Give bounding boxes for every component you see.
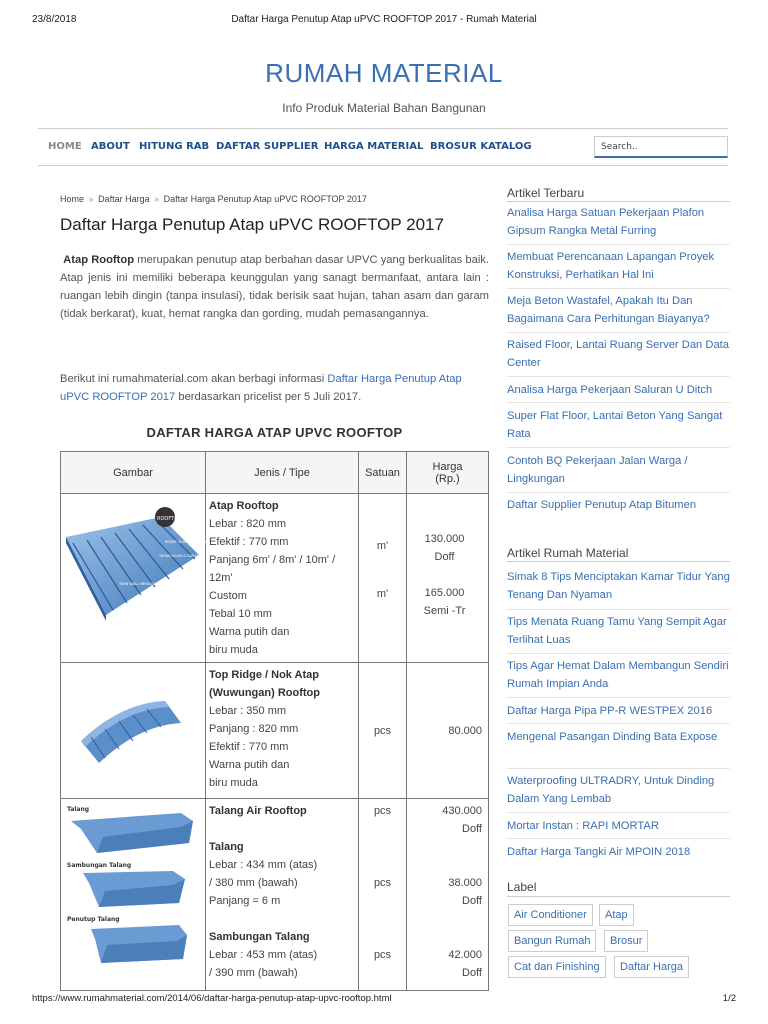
row3-note: Doff: [462, 895, 482, 907]
row3-price: 38.000: [448, 877, 482, 889]
print-footer: [32, 993, 736, 1004]
breadcrumb-separator: »: [154, 194, 160, 204]
row1-line: Lebar : 820 mm: [209, 518, 287, 530]
articles-heading: Artikel Rumah Material: [507, 546, 629, 560]
badge-text: ROOFTOP: [157, 515, 182, 522]
header-satuan: Satuan: [359, 452, 407, 494]
row2-line: Warna putih dan: [209, 759, 290, 771]
row2-satuan: pcs: [359, 663, 407, 799]
row3-note: Doff: [462, 967, 482, 979]
article-link[interactable]: Tips Menata Ruang Tamu Yang Sempit Agar Terlihat Luas: [507, 616, 727, 646]
table-header-row: [61, 452, 489, 494]
article-link[interactable]: Tips Agar Hemat Dalam Membangun Sendiri Rumah Impian Anda: [507, 660, 729, 690]
row2-harga: 80.000: [407, 663, 489, 799]
row1-price1-note: Doff: [434, 551, 455, 563]
article-link[interactable]: Waterproofing ULTRADRY, Untuk Dinding Dalam Yang Lembab: [507, 775, 715, 805]
row3-note: Doff: [462, 823, 482, 835]
header-harga-label: Harga: [432, 460, 463, 473]
row1-price2-note: Semi -Tr: [423, 605, 466, 617]
nav-item-home[interactable]: HOME: [48, 141, 82, 152]
breadcrumb-home[interactable]: Home: [60, 194, 85, 204]
label-tag[interactable]: Bangun Rumah: [508, 930, 596, 952]
row2-line: Efektif : 770 mm: [209, 741, 289, 753]
talang-image: [61, 799, 204, 987]
print-date: 23/8/2018: [32, 14, 77, 25]
divider: [507, 492, 730, 493]
row1-price1: 130.000: [424, 533, 465, 545]
row3-line: Panjang = 6 m: [209, 895, 281, 907]
row3-sub2: Sambungan Talang: [209, 931, 310, 943]
divider: [507, 402, 730, 403]
row3-jenis: [206, 799, 359, 991]
row3-image-cell: [61, 799, 206, 991]
table-row: [61, 799, 489, 991]
site-tagline: Info Produk Material Bahan Bangunan: [282, 101, 486, 115]
row3-unit: pcs: [373, 877, 392, 889]
divider: [507, 244, 730, 245]
row2-image-cell: [61, 663, 206, 799]
nav-item-brosur-katalog[interactable]: BROSUR KATALOG: [430, 141, 532, 152]
row1-line: Warna putih dan: [209, 626, 290, 638]
recent-article-link[interactable]: Membuat Perencanaan Lapangan Proyek Konstruksi, Perhatikan Hal Ini: [507, 251, 715, 281]
print-page-number: 1/2: [722, 993, 736, 1004]
divider: [507, 332, 730, 333]
label-tag[interactable]: Atap: [599, 904, 634, 926]
recent-article-link[interactable]: Daftar Supplier Penutup Atap Bitumen: [507, 499, 697, 511]
recent-heading: Artikel Terbaru: [507, 186, 585, 200]
main-navbar: [38, 128, 728, 166]
article-link[interactable]: Mortar Instan : RAPI MORTAR: [507, 820, 659, 832]
recent-article-link[interactable]: Meja Beton Wastafel, Apakah Itu Dan Bagaimana Cara Perhitungan Biayanya?: [507, 295, 710, 325]
recent-article-link[interactable]: Contoh BQ Pekerjaan Jalan Warga / Lingkungan: [507, 455, 688, 485]
site-title-text[interactable]: RUMAH MATERIAL: [265, 58, 503, 88]
row2-jenis: [206, 663, 359, 799]
row1-line: Panjang 6m' / 8m' / 10m' / 12m': [209, 554, 336, 584]
breadcrumb-separator: »: [88, 194, 94, 204]
row1-satuan: [359, 494, 407, 663]
img-label-redap: REDAP SUARA TIDAK BERISIK: [165, 539, 217, 544]
recent-article-link[interactable]: Analisa Harga Satuan Pekerjaan Plafon Gipsum Rangka Metal Furring: [507, 207, 705, 237]
label-heading-divider: [507, 896, 730, 897]
label-heading: Label: [507, 880, 537, 894]
divider: [507, 838, 730, 839]
search-input[interactable]: Search..: [594, 136, 728, 158]
header-jenis: Jenis / Tipe: [206, 452, 359, 494]
label-tag[interactable]: Brosur: [604, 930, 648, 952]
row3-unit: pcs: [373, 805, 392, 817]
divider: [507, 609, 730, 610]
label-tag[interactable]: Daftar Harga: [614, 956, 689, 978]
divider: [507, 723, 730, 724]
header-harga: [407, 452, 489, 494]
header-gambar: Gambar: [61, 452, 206, 494]
label-tag[interactable]: Air Conditioner: [508, 904, 593, 926]
intro-bold: Atap Rooftop: [63, 254, 135, 266]
row1-unit1: m': [376, 540, 389, 552]
article-link[interactable]: Mengenal Pasangan Dinding Bata Expose: [507, 731, 718, 743]
img-label-twin: TWIN WALL MENGURANGI PANAS: [119, 581, 177, 586]
info-link[interactable]: Daftar Harga Penutup Atap uPVC ROOFTOP 2017: [60, 373, 462, 403]
row1-line: biru muda: [209, 644, 258, 656]
divider: [507, 697, 730, 698]
row1-harga: [407, 494, 489, 663]
row3-sub1: Talang: [209, 841, 244, 853]
row1-price2: 165.000: [424, 587, 465, 599]
recent-article-link[interactable]: Analisa Harga Pekerjaan Saluran U Ditch: [507, 384, 713, 396]
row3-name: Talang Air Rooftop: [209, 805, 307, 817]
table-row: [61, 663, 489, 799]
recent-article-link[interactable]: Super Flat Floor, Lantai Beton Yang Sangat Rata: [507, 410, 723, 440]
row3-line: / 390 mm (bawah): [209, 967, 298, 979]
info-post: berdasarkan pricelist per 5 Juli 2017.: [175, 391, 362, 403]
nav-item-daftar-supplier[interactable]: DAFTAR SUPPLIER: [216, 141, 319, 152]
img-label-asam: TAHAN ASAM & GARAM: [159, 553, 200, 558]
recent-article-link[interactable]: Raised Floor, Lantai Ruang Server Dan Data Center: [507, 339, 730, 369]
row3-price: 42.000: [448, 949, 482, 961]
row2-line: Lebar : 350 mm: [209, 705, 287, 717]
article-link[interactable]: Simak 8 Tips Menciptakan Kamar Tidur Yang Tenang Dan Nyaman: [507, 571, 730, 601]
row1-image-cell: [61, 494, 217, 663]
divider: [507, 447, 730, 448]
breadcrumb-current: Daftar Harga Penutup Atap uPVC ROOFTOP 2017: [163, 194, 367, 204]
row3-harga: [407, 799, 489, 991]
recent-heading-divider: [507, 201, 730, 202]
row1-line: Custom: [209, 590, 247, 602]
articles-heading-divider: [507, 561, 730, 562]
img-label-penutup: Penutup Talang: [67, 916, 120, 923]
table-heading: DAFTAR HARGA ATAP UPVC ROOFTOP: [146, 425, 403, 440]
table-row: [61, 494, 489, 663]
nav-item-harga-material[interactable]: HARGA MATERIAL: [324, 141, 424, 152]
img-label-talang: Talang: [67, 806, 90, 813]
img-label-sambungan: Sambungan Talang: [67, 862, 132, 869]
header-harga-unit: (Rp.): [435, 472, 460, 485]
divider: [507, 812, 730, 813]
breadcrumb: [60, 194, 367, 204]
row1-jenis: [206, 494, 359, 663]
row2-name: Top Ridge / Nok Atap (Wuwungan) Rooftop: [209, 669, 320, 699]
nav-item-hitung-rab[interactable]: HITUNG RAB: [139, 141, 210, 152]
article-link[interactable]: Daftar Harga Tangki Air MPOIN 2018: [507, 846, 691, 858]
row1-line: Tebal 10 mm: [209, 608, 272, 620]
row1-name: Atap Rooftop: [209, 500, 279, 512]
price-table: [60, 451, 489, 991]
row1-unit2: m': [376, 588, 389, 600]
row3-unit: pcs: [373, 949, 392, 961]
row3-line: / 380 mm (bawah): [209, 877, 298, 889]
intro-text: merupakan penutup atap berbahan dasar UPVC yang berkualitas baik. Atap jenis ini memiliki beberapa keunggulan yang sanagt bermanfaat, antara lain : ruangan lebih dingin (tanpa insulasi), tidak berisik saat hujan, tahan asam dan garam (tidak berkarat), kuat, hemat rangka dan gording, mudah pemasangannya.: [60, 254, 490, 320]
row3-line: Lebar : 453 mm (atas): [209, 949, 318, 961]
page-title: Daftar Harga Penutup Atap uPVC ROOFTOP 2017: [60, 215, 444, 234]
divider: [507, 288, 730, 289]
article-link[interactable]: Daftar Harga Pipa PP-R WESTPEX 2016: [507, 705, 713, 717]
row3-price: 430.000: [442, 805, 482, 817]
divider: [507, 768, 730, 769]
intro-paragraph: [60, 251, 489, 323]
site-title[interactable]: [0, 58, 768, 89]
print-url: https://www.rumahmaterial.com/2014/06/daftar-harga-penutup-atap-upvc-rooftop.html: [32, 993, 392, 1004]
nav-item-about[interactable]: ABOUT: [91, 141, 130, 152]
rooftop-sheet-image: [61, 495, 217, 659]
divider: [507, 653, 730, 654]
breadcrumb-category[interactable]: Daftar Harga: [98, 194, 150, 204]
info-paragraph: [60, 370, 489, 406]
top-ridge-image: [61, 663, 204, 795]
row1-line: Efektif : 770 mm: [209, 536, 289, 548]
print-doc-title: Daftar Harga Penutup Atap uPVC ROOFTOP 2017 - Rumah Material: [231, 14, 537, 25]
info-pre: Berikut ini rumahmaterial.com akan berbagi informasi: [60, 373, 328, 385]
row3-line: Lebar : 434 mm (atas): [209, 859, 318, 871]
row3-satuan: [359, 799, 407, 991]
divider: [507, 376, 730, 377]
row2-line: Panjang : 820 mm: [209, 723, 299, 735]
row2-line: biru muda: [209, 777, 258, 789]
label-tag[interactable]: Cat dan Finishing: [508, 956, 606, 978]
